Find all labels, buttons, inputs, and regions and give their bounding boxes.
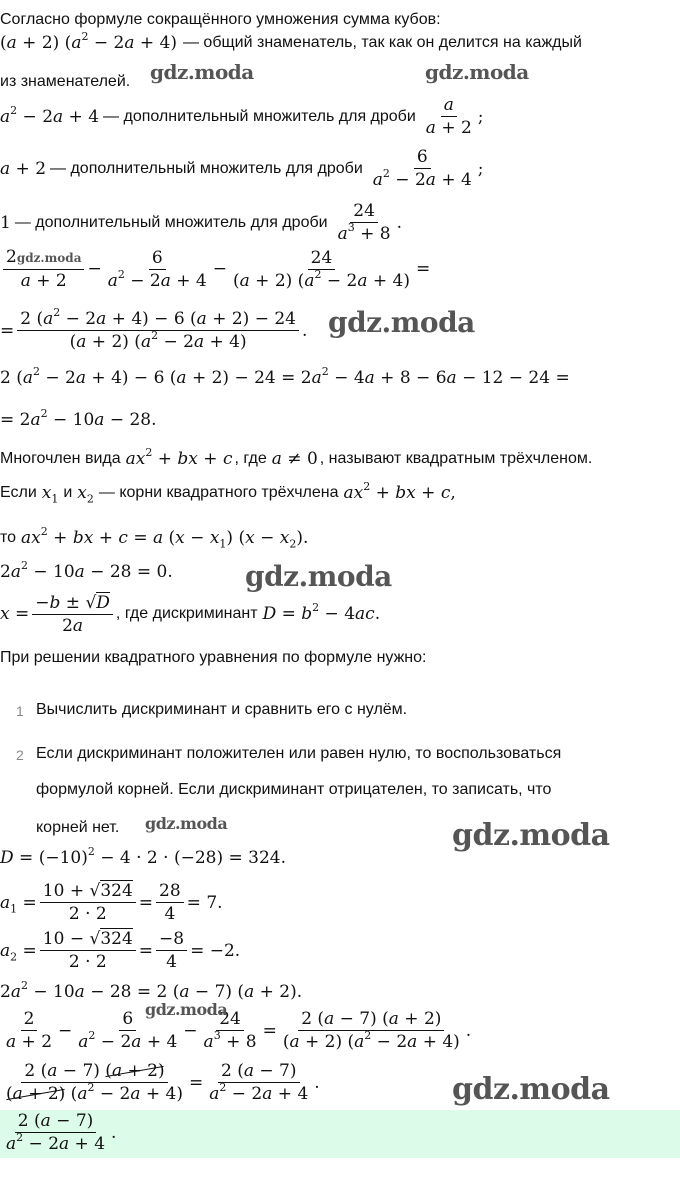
roots-line: Если $x_1$ и $x_2$ — корни квадратного трёхчлена $ax^2$ + bx + c, (0, 480, 456, 506)
watermark: gdz.moda (425, 60, 529, 84)
multiplier-line-1: $a^2 - 2a + 4$ — дополнительный множитель для дроби $\frac{a}{a + 2}$ ; (0, 95, 484, 138)
list-item-number: 2 (16, 747, 24, 763)
math-expr: (a + 2) $(a^2 - 2a + 4)$ (0, 30, 177, 53)
roots-text-b: и (63, 484, 73, 501)
factor-line: то $ax^2$ + bx + c = a $(x - x_1)$ $(x - x_2)$. (0, 525, 309, 551)
quad-def-text-a: Многочлен вида (0, 450, 121, 467)
answer-line: $\frac{2 (a - 7)}{a^2 - 2a + 4}$ . (6, 1111, 117, 1154)
disc-where-text: , где дискриминант (115, 605, 258, 622)
combined-fraction-line: = $\frac{2 (a^2 - 2a + 4) - 6 (a + 2) - 24}{(a + 2) (a^2 - 2a + 4)}$ . (0, 306, 308, 352)
common-denominator-line (0, 30, 582, 53)
factored-line: $2a^2 - 10a - 28 = 2$ (a − 7) (a + 2). (0, 979, 303, 1002)
root2-line: $a_2$ = $\frac{10 - √324}{2 \cdot 2}$ = $\frac{-8}{4}$ = −2. (0, 929, 241, 972)
multiplier-line-2: a + 2 — дополнительный множитель для дроби $\frac{6}{a^2 - 2a + 4}$ ; (0, 147, 484, 190)
root1-line: $a_1$ = $\frac{10 + √324}{2 \cdot 2}$ = $\frac{28}{4}$ = 7. (0, 881, 223, 924)
list-item-number: 1 (16, 703, 24, 719)
list-item-cont-2: корней нет. (36, 819, 120, 836)
multiplier-text-3: — дополнительный множитель для дроби (14, 213, 328, 231)
then-text: то (0, 529, 17, 546)
watermark: gdz.moda (145, 1000, 228, 1019)
quad-def-text-b: , где (234, 450, 267, 467)
quad-definition-line: Многочлен вида $ax^2$ + bx + c , где a ≠ 0 , называют квадратным трёхчленом. (0, 446, 593, 469)
watermark: gdz.moda (245, 560, 392, 593)
watermark: gdz.moda (145, 814, 228, 833)
watermark: gdz.moda (328, 306, 475, 339)
simplified-line: = $2a^2 - 10a - 28$. (0, 407, 157, 430)
common-denom-text: — общий знаменатель, так как он делится на каждый (182, 34, 582, 51)
watermark: gdz.moda (452, 1072, 610, 1107)
multiplier-line-3: 1 — дополнительный множитель для дроби $\frac{24}{a^3 + 8}$ . (0, 201, 402, 244)
cancel-line: $\frac{2 (a - 7) (a + 2)}{(a + 2) (a^2 - 2a + 4)}$ = $\frac{2 (a - 7)}{a^2 - 2a + 4}$ . (6, 1061, 320, 1104)
expand-line: 2 $(a^2 - 2a + 4) - 6$ $(a + 2) - 24 = 2a^2 - 4a + 8 - 6a - 12 - 24$ = (0, 365, 570, 388)
multiplier-text-2: — дополнительный множитель для дроби (50, 159, 363, 177)
list-item: Если дискриминант положителен или равен нулю, то воспользоваться (36, 745, 562, 762)
quad-def-text-c: , называют квадратным трёхчленом. (319, 450, 593, 467)
common-denom-text-2: из знаменателей. (0, 73, 131, 90)
watermark: gdz.moda (150, 60, 254, 84)
list-item-cont: формулой корней. Если дискриминант отрицателен, то записать, что (36, 781, 552, 798)
roots-text-a: Если (0, 484, 37, 501)
quadratic-formula-line: x = $\frac{-b \pm √D}{2a}$ , где дискриминант $D = b^2 - 4ac$. (0, 592, 381, 636)
equation-line: $2a^2 - 10a - 28 = 0$. (0, 559, 173, 582)
discriminant-line: $D = (-10)^2 - 4 \cdot 2 \cdot (-28) = 324$. (0, 845, 286, 868)
watermark: gdz.moda (452, 818, 610, 853)
solve-intro-text: При решении квадратного уравнения по формуле нужно: (0, 649, 427, 666)
multiplier-text-1: — дополнительный множитель для дроби (103, 107, 416, 125)
list-item: Вычислить дискриминант и сравнить его с нулём. (36, 701, 408, 718)
intro-text: Согласно формуле сокращённого умножения сумма кубов: (0, 11, 441, 28)
sum-result-line: $\frac{2}{a + 2}$ − $\frac{6}{a^2 - 2a + 4}$ − $\frac{24}{a^3 + 8}$ = $\frac{2 (a - 7) (a + 2)}{(a + 2) (a^2 - 2a + 4)}$ . (6, 1009, 472, 1052)
fraction-sum-line: $\frac{\text{2gdz.moda}}{a + 2}$ − $\frac{6}{a^2 - 2a + 4}$ − $\frac{24}{(a + 2) (a^2 - 2a + 4)}$ = (0, 246, 430, 292)
roots-text-c: — корни квадратного трёхчлена (98, 484, 339, 501)
